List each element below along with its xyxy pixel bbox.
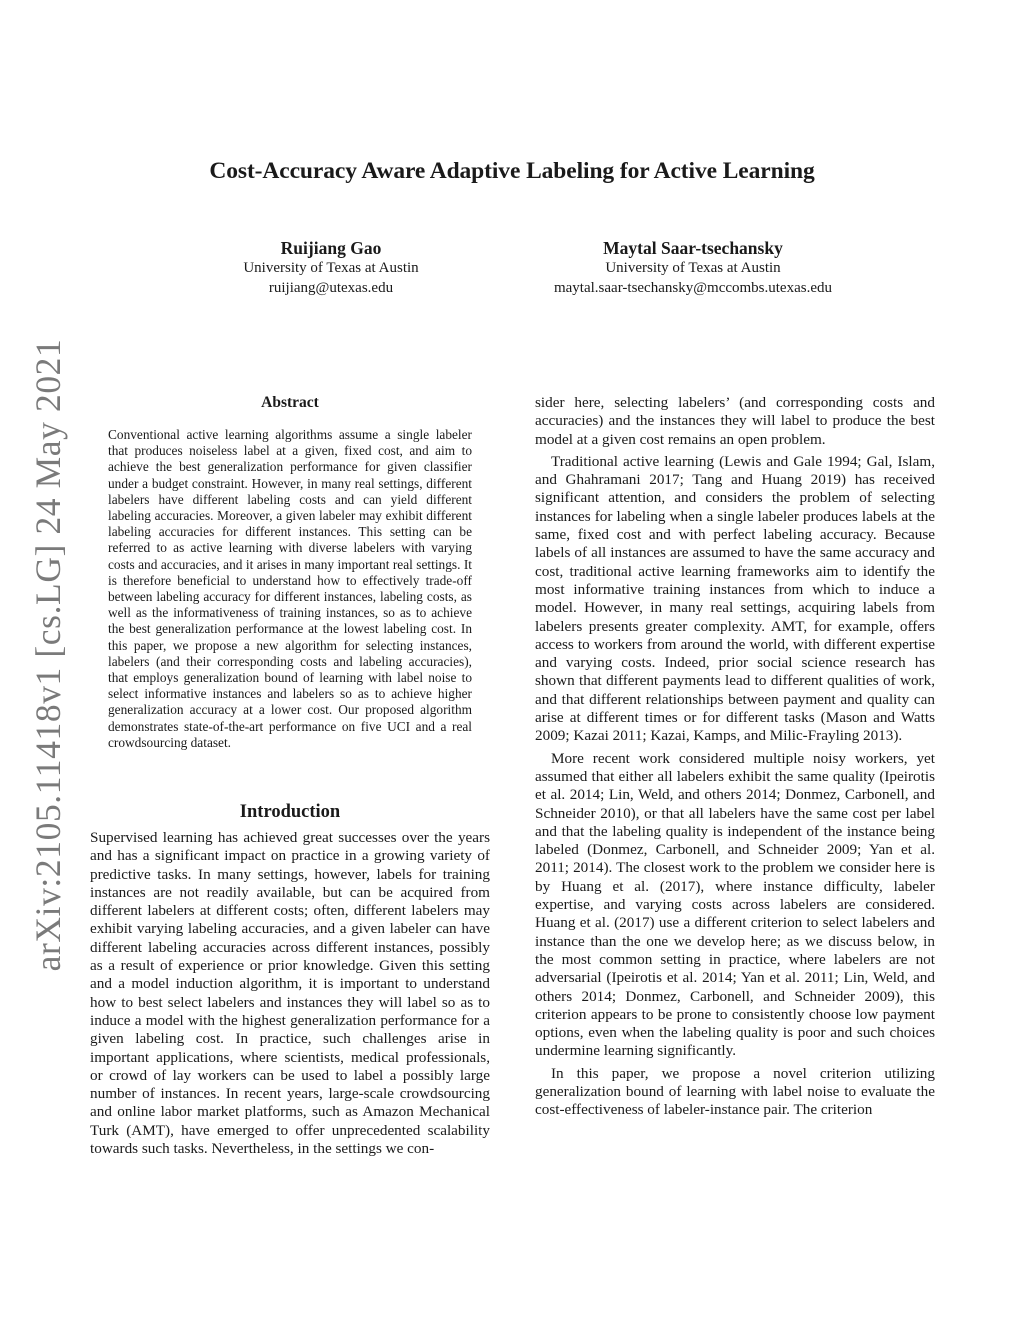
- abstract-paragraph: Conventional active learning algorithms assume a single labeler that produces noiseless label at a given, fixed cost, and aim to achieve the best generalization performance for given classifier under a budget constraint. However, in many real settings, different labelers have different labeling costs and can yield different labeling accuracies. Moreover, a given labeler may exhibit different labeling accuracies for different instances. This setting can be referred to as active learning with diverse labelers with varying costs and accuracies, and it arises in many important real settings. It is therefore beneficial to understand how to effectively trade-off between labeling accuracy for different instances, labeling costs, as well as the informativeness of training instances, so as to achieve the best generalization performance at the lowest labeling cost. In this paper, we propose a new algorithm for selecting instances, labelers (and their corresponding costs and labeling accuracies), that employs generalization bound of learning with label noise to select informative instances and labelers so as to achieve higher generalization accuracy at a lower cost. Our proposed algorithm demonstrates state-of-the-art performance on five UCI and a real crowdsourcing dataset.: [108, 427, 472, 750]
- author-name: Ruijiang Gao: [280, 238, 382, 258]
- body-paragraph: Traditional active learning (Lewis and Gale 1994; Gal, Islam, and Ghahramani 2017; Tang and Huang 2019) has received significant attention, and considers the problem of selecting instances for labeling when a single labeler produces labels at the same, fixed cost and with perfect labeling accuracy. Because labels of all instances are assumed to have the same accuracy and cost, traditional active learning frameworks aim to identify the most informative training instances from which to induce a model. However, in many real settings, acquiring labels from labelers presents greater complexity. AMT, for example, offers access to workers from around the world, with different expertise and varying costs. Indeed, prior social science research has shown that different payments lead to different qualities of work, and that different relationships between payment and quality can arise at different times or for different tasks (Mason and Watts 2009; Kazai 2011; Kazai, Kamps, and Milic-Frayling 2013).: [535, 452, 935, 745]
- body-paragraph: More recent work considered multiple noisy workers, yet assumed that either all labelers exhibit the same quality (Ipeirotis et al. 2014; Lin, Weld, and others 2014; Donmez, Carbonell, and Schneider 2010), or that all labelers have the same cost per label and that the labeling quality is independent of the instance being labeled (Donmez, Carbonell, and Schneider 2009; Yan et al. 2011; 2014). The closest work to the problem we consider here is by Huang et al. (2017), where instance difficulty, labeler expertise, and varying costs across labelers are considered. Huang et al. (2017) use a different criterion to select labelers and instance than the one we develop here; as we discuss below, in the most common setting in practice, where labelers are not adversarial (Ipeirotis et al. 2014; Yan et al. 2011; Lin, Weld, and others 2014; Donmez, Carbonell, and Schneider 2009), this criterion appears to be prone to consistently choose low payment options, even when the labeling quality is poor and such choices undermine learning significantly.: [535, 749, 935, 1060]
- right-column: [535, 394, 935, 1124]
- introduction-heading: Introduction: [239, 802, 341, 822]
- author-affiliation: University of Texas at Austin: [605, 260, 781, 276]
- introduction-text: [90, 829, 490, 1158]
- body-paragraph: In this paper, we propose a novel criterion utilizing generalization bound of learning with label noise to evaluate the cost-effectiveness of labeler-instance pair. The criterion: [535, 1064, 935, 1119]
- paper-title: Cost-Accuracy Aware Adaptive Labeling for Active Learning: [209, 158, 815, 184]
- author-block-2: [510, 238, 876, 298]
- author-block-1: [200, 238, 462, 298]
- author-email: maytal.saar-tsechansky@mccombs.utexas.edu: [553, 280, 832, 296]
- author-affiliation: University of Texas at Austin: [243, 260, 419, 276]
- author-email: ruijiang@utexas.edu: [268, 280, 394, 296]
- author-name: Maytal Saar-tsechansky: [603, 238, 783, 258]
- arxiv-identifier: arXiv:2105.11418v1 [cs.LG] 24 May 2021: [28, 338, 68, 972]
- abstract-heading: Abstract: [261, 394, 319, 411]
- abstract-text: [108, 427, 472, 751]
- body-paragraph: sider here, selecting labelers’ (and corresponding costs and accuracies) and the instances they will label to produce the best model at a given cost remains an open problem.: [535, 394, 935, 448]
- introduction-paragraph: Supervised learning has achieved great successes over the years and has a significant impact on practice in a growing variety of predictive tasks. In many settings, however, labels for training instances are not readily available, but can be acquired from different labelers at different costs; often, different labelers may exhibit varying labeling accuracies, and a given labeler can have different labeling accuracies across different instances, possibly as a result of experience or prior knowledge. Given this setting and a model induction algorithm, it is important to understand how to best select labelers and instances they will label so as to induce a model with the highest generalization performance for a given labeling cost. In practice, such challenges arise in important applications, where scientists, medical professionals, or crowd of lay workers can be used to label a possibly large number of instances. In recent years, large-scale crowdsourcing and online labor market platforms, such as Amazon Mechanical Turk (AMT), have emerged to offer unprecedented scalability towards such tasks. Nevertheless, in the settings we con-: [90, 829, 490, 1158]
